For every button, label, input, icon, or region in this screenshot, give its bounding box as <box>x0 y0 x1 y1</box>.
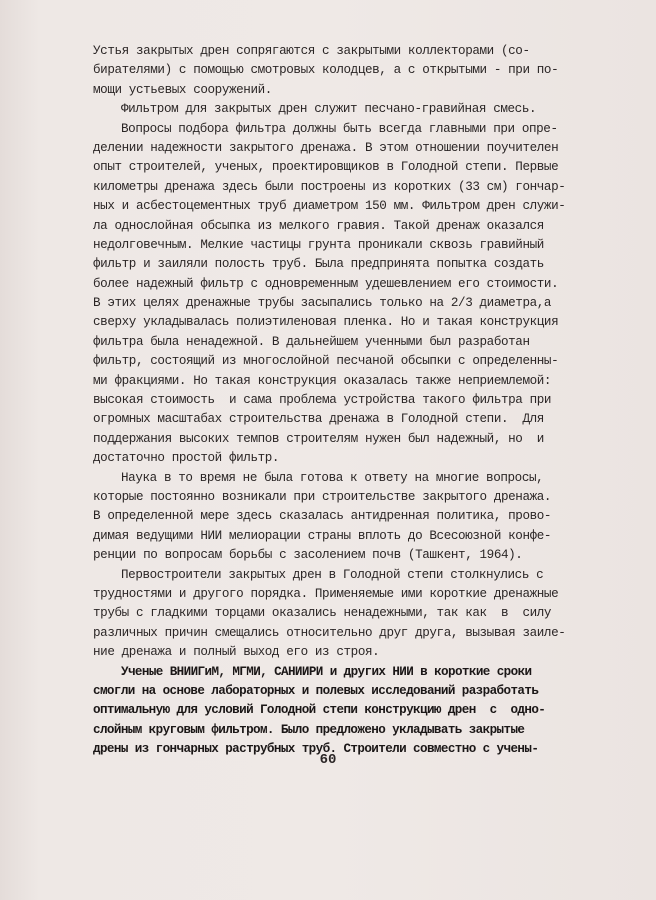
page-number: 60 <box>319 752 337 768</box>
text-line: опыт строителей, ученых, проектировщиков в Голодной степи. Первые <box>93 160 559 175</box>
text-line: недолговечным. Мелкие частицы грунта проникали сквозь гравийный <box>93 237 544 252</box>
text-line: фильтра была ненадежной. В дальнейшем ученными был разработан <box>93 334 530 349</box>
text-line: бирателями) с помощью смотровых колодцев, а с открытыми - при по- <box>93 63 559 78</box>
text-line: фильтр и заиляли полость труб. Была предпринята попытка создать <box>93 257 544 272</box>
text-line: Вопросы подбора фильтра должны быть всегда главными при опре- <box>121 121 558 136</box>
text-line: Наука в то время не была готова к ответу на многие вопросы, <box>121 470 544 485</box>
text-line: огромных масштабах строительства дренажа в Голодной степи. Для <box>93 412 544 427</box>
text-line: Устья закрытых дрен сопрягаются с закрытыми коллекторами (со- <box>93 44 530 58</box>
text-line: которые постоянно возникали при строительстве закрытого дренажа. <box>93 489 552 504</box>
text-line: высокая стоимость и сама проблема устройства такого фильтра при <box>93 393 552 408</box>
text-line: ренции по вопросам борьбы с засолением почв (Ташкент, 1964). <box>93 548 523 563</box>
text-line: В этих целях дренажные трубы засыпались только на 2/3 диаметра,а <box>93 296 552 311</box>
text-line: ла однослойная обсыпка из мелкого гравия. Такой дренаж оказался <box>93 218 544 233</box>
text-line: делении надежности закрытого дренажа. В этом отношении поучителен <box>93 140 559 155</box>
text-line: Ученые ВНИИГиМ, МГМИ, САНИИРИ и других НИИ в короткие сроки <box>121 664 532 679</box>
text-line: более надежный фильтр с одновременным удешевлением его стоимости. <box>93 276 559 291</box>
text-line: дрены из гончарных раструбных труб. Строители совместно с учены- <box>93 742 539 757</box>
text-line: ми фракциями. Но такая конструкция оказалась также неприемлемой: <box>93 373 552 388</box>
text-line: трудностями и другого порядка. Применяемые ими короткие дренажные <box>93 586 559 601</box>
text-line: оптимальную для условий Голодной степи конструкцию дрен с одно- <box>93 703 546 718</box>
text-line: В определенной мере здесь сказалась антидренная политика, прово- <box>93 509 552 524</box>
text-line: ние дренажа и полный выход его из строя. <box>93 645 380 660</box>
text-line: поддержания высоких темпов строителям нужен был надежный, но и <box>93 431 544 446</box>
text-line: достаточно простой фильтр. <box>93 451 280 466</box>
text-line: фильтр, состоящий из многослойной песчаной обсыпки с определенны- <box>93 354 559 369</box>
text-line: ных и асбестоцементных труб диаметром 150 мм. Фильтром дрен служи- <box>93 199 566 214</box>
text-line: трубы с гладкими торцами оказались ненадежными, так как в силу <box>93 606 552 621</box>
body-text <box>93 42 593 759</box>
text-line: сверху укладывалась полиэтиленовая пленка. Но и такая конструкция <box>93 315 559 330</box>
text-line: километры дренажа здесь были построены из коротких (33 см) гончар- <box>93 179 566 194</box>
text-line: различных причин смещались относительно друг друга, вызывая заиле- <box>93 625 566 640</box>
text-line: слойным круговым фильтром. Было предложено укладывать закрытые <box>93 722 525 737</box>
text-line: мощи устьевых сооружений. <box>93 82 272 97</box>
text-line: Фильтром для закрытых дрен служит песчано-гравийная смесь. <box>121 102 537 117</box>
text-line: Первостроители закрытых дрен в Голодной степи столкнулись с <box>121 567 544 582</box>
text-line: смогли на основе лабораторных и полевых исследований разработать <box>93 683 539 698</box>
text-line: димая ведущими НИИ мелиорации страны вплоть до Всесоюзной конфе- <box>93 528 552 543</box>
